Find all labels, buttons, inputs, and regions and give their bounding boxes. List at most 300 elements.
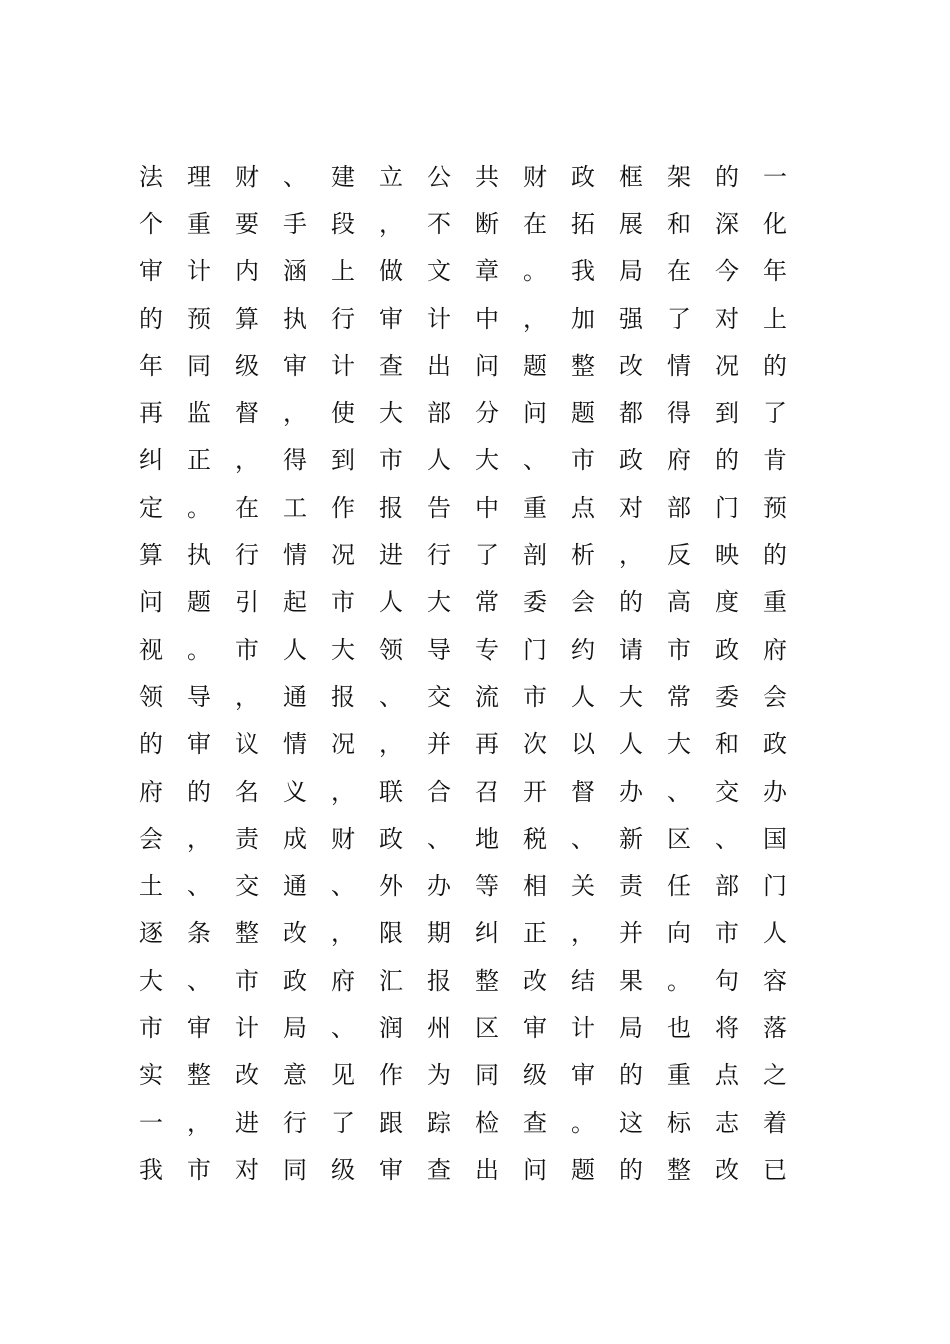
text-line: [127, 579, 799, 626]
text-char: 逐: [139, 919, 163, 948]
text-char: 的: [139, 730, 163, 759]
text-char: 条: [187, 919, 211, 948]
text-char: 办: [619, 777, 643, 806]
text-char: 新: [619, 824, 643, 853]
text-char: 行: [283, 1108, 307, 1137]
text-char: 我: [571, 257, 595, 286]
text-char: 志: [715, 1108, 739, 1137]
text-char: 人: [571, 682, 595, 711]
text-char: 问: [523, 1155, 547, 1184]
text-char: 算: [139, 541, 163, 570]
text-char: 了: [763, 399, 787, 428]
text-char: 人: [379, 588, 403, 617]
text-char: 了: [475, 541, 499, 570]
text-char: 领: [139, 682, 163, 711]
text-char: 督: [235, 399, 259, 428]
text-line: [127, 626, 799, 673]
text-char: 市: [379, 446, 403, 475]
text-char: 断: [475, 209, 499, 238]
text-char: 会: [763, 682, 787, 711]
text-char: 市: [667, 635, 691, 664]
text-char: 义: [283, 777, 307, 806]
text-char: 相: [523, 872, 547, 901]
text-char: 。: [667, 966, 691, 995]
text-char: 点: [715, 1061, 739, 1090]
text-char: 题: [571, 399, 595, 428]
text-char: 改: [619, 351, 643, 380]
text-line: [127, 862, 799, 909]
text-line: [127, 1146, 799, 1193]
text-char: 视: [139, 635, 163, 664]
text-char: 一: [763, 162, 787, 191]
text-char: 起: [283, 588, 307, 617]
text-char: 涵: [283, 257, 307, 286]
text-char: 见: [331, 1061, 355, 1090]
text-char: 会: [571, 588, 595, 617]
text-char: 了: [667, 304, 691, 333]
text-char: 市: [571, 446, 595, 475]
text-char: 、: [715, 824, 739, 853]
text-char: 的: [715, 446, 739, 475]
text-char: 人: [283, 635, 307, 664]
text-char: 向: [667, 919, 691, 948]
text-char: 成: [283, 824, 307, 853]
text-char: 深: [715, 209, 739, 238]
text-char: 门: [715, 493, 739, 522]
text-char: 同: [475, 1061, 499, 1090]
text-char: 做: [379, 257, 403, 286]
text-char: 办: [427, 872, 451, 901]
text-char: 映: [715, 541, 739, 570]
text-char: 化: [763, 209, 787, 238]
text-char: 议: [235, 730, 259, 759]
text-char: 办: [763, 777, 787, 806]
text-char: 名: [235, 777, 259, 806]
text-char: 执: [283, 304, 307, 333]
text-char: 、: [187, 966, 211, 995]
text-char: 到: [715, 399, 739, 428]
text-char: 整: [667, 1155, 691, 1184]
text-char: 公: [427, 162, 451, 191]
text-char: 问: [139, 588, 163, 617]
text-char: 、: [331, 1013, 355, 1042]
text-char: 况: [715, 351, 739, 380]
text-char: 人: [763, 919, 787, 948]
text-char: 不: [427, 209, 451, 238]
text-char: 一: [139, 1108, 163, 1137]
text-char: 度: [715, 588, 739, 617]
text-char: 专: [475, 635, 499, 664]
text-char: 容: [763, 966, 787, 995]
text-char: 审: [187, 1013, 211, 1042]
text-char: ，: [379, 209, 403, 238]
text-char: 市: [715, 919, 739, 948]
text-char: 点: [571, 493, 595, 522]
text-char: 常: [667, 682, 691, 711]
text-char: 府: [331, 966, 355, 995]
text-char: 手: [283, 209, 307, 238]
text-char: 审: [523, 1013, 547, 1042]
text-line: [127, 153, 799, 200]
text-char: 。: [187, 635, 211, 664]
text-char: 审: [571, 1061, 595, 1090]
text-char: 析: [571, 541, 595, 570]
text-char: 、: [523, 446, 547, 475]
text-char: 政: [715, 635, 739, 664]
text-char: 、: [427, 824, 451, 853]
text-char: 句: [715, 966, 739, 995]
text-char: 政: [571, 162, 595, 191]
text-char: 得: [283, 446, 307, 475]
text-char: 跟: [379, 1108, 403, 1137]
text-char: 年: [139, 351, 163, 380]
text-char: 期: [427, 919, 451, 948]
text-char: 报: [427, 966, 451, 995]
text-char: 计: [235, 1013, 259, 1042]
text-char: 约: [571, 635, 595, 664]
text-line: [127, 200, 799, 247]
text-char: 行: [427, 541, 451, 570]
text-char: 并: [427, 730, 451, 759]
text-char: 地: [475, 824, 499, 853]
text-char: 报: [379, 493, 403, 522]
text-char: 税: [523, 824, 547, 853]
text-char: 架: [667, 162, 691, 191]
text-char: 已: [763, 1155, 787, 1184]
text-char: 查: [523, 1108, 547, 1137]
text-line: [127, 1052, 799, 1099]
text-char: 分: [475, 399, 499, 428]
text-char: 内: [235, 257, 259, 286]
text-char: 政: [619, 446, 643, 475]
text-char: 理: [187, 162, 211, 191]
text-char: 改: [283, 919, 307, 948]
text-char: 着: [763, 1108, 787, 1137]
text-char: 审: [139, 257, 163, 286]
text-char: 行: [331, 304, 355, 333]
text-char: 润: [379, 1013, 403, 1042]
text-char: 标: [667, 1108, 691, 1137]
text-char: 预: [763, 493, 787, 522]
text-char: 上: [331, 257, 355, 286]
text-char: 区: [667, 824, 691, 853]
text-char: ，: [379, 730, 403, 759]
text-char: 州: [427, 1013, 451, 1042]
text-char: 的: [619, 1155, 643, 1184]
text-char: ，: [187, 1108, 211, 1137]
text-line: [127, 957, 799, 1004]
text-char: ，: [331, 919, 355, 948]
text-char: 大: [475, 446, 499, 475]
text-char: 计: [571, 1013, 595, 1042]
text-char: 反: [667, 541, 691, 570]
text-char: 局: [283, 1013, 307, 1042]
text-char: 政: [763, 730, 787, 759]
text-char: 章: [475, 257, 499, 286]
text-char: 上: [763, 304, 787, 333]
text-char: 计: [427, 304, 451, 333]
text-char: 报: [331, 682, 355, 711]
text-char: 局: [619, 1013, 643, 1042]
text-char: 重: [187, 209, 211, 238]
text-char: ，: [235, 682, 259, 711]
text-char: 了: [331, 1108, 355, 1137]
text-char: 展: [619, 209, 643, 238]
text-char: 加: [571, 304, 595, 333]
text-char: 汇: [379, 966, 403, 995]
text-line: [127, 721, 799, 768]
text-char: 踪: [427, 1108, 451, 1137]
text-char: 、: [187, 872, 211, 901]
text-char: 得: [667, 399, 691, 428]
text-char: 强: [619, 304, 643, 333]
text-char: 况: [331, 730, 355, 759]
text-char: 审: [283, 351, 307, 380]
text-char: 请: [619, 635, 643, 664]
text-char: 审: [379, 1155, 403, 1184]
text-char: 领: [379, 635, 403, 664]
text-char: 整: [475, 966, 499, 995]
text-char: 高: [667, 588, 691, 617]
text-char: 整: [235, 919, 259, 948]
text-char: 联: [379, 777, 403, 806]
text-char: 同: [283, 1155, 307, 1184]
text-char: 府: [139, 777, 163, 806]
text-char: ，: [523, 304, 547, 333]
text-char: 级: [331, 1155, 355, 1184]
text-char: 进: [379, 541, 403, 570]
text-char: 查: [427, 1155, 451, 1184]
text-char: 行: [235, 541, 259, 570]
text-char: 、: [667, 777, 691, 806]
text-char: 交: [235, 872, 259, 901]
text-char: 告: [427, 493, 451, 522]
text-line: [127, 815, 799, 862]
text-char: 的: [763, 541, 787, 570]
text-char: 在: [667, 257, 691, 286]
text-char: 结: [571, 966, 595, 995]
text-char: 作: [331, 493, 355, 522]
text-char: 、: [331, 872, 355, 901]
text-char: 在: [523, 209, 547, 238]
text-char: 的: [715, 162, 739, 191]
text-char: 个: [139, 209, 163, 238]
text-char: 实: [139, 1061, 163, 1090]
text-char: 况: [331, 541, 355, 570]
text-line: [127, 389, 799, 436]
text-char: 问: [475, 351, 499, 380]
text-char: 责: [235, 824, 259, 853]
text-char: 政: [379, 824, 403, 853]
text-char: 府: [763, 635, 787, 664]
text-char: 剖: [523, 541, 547, 570]
text-char: 委: [715, 682, 739, 711]
text-char: 门: [523, 635, 547, 664]
text-char: 召: [475, 777, 499, 806]
text-char: 部: [715, 872, 739, 901]
text-char: 预: [187, 304, 211, 333]
text-char: 纠: [139, 446, 163, 475]
text-char: 中: [475, 493, 499, 522]
text-char: 题: [523, 351, 547, 380]
text-char: 我: [139, 1155, 163, 1184]
text-char: 的: [763, 351, 787, 380]
text-char: 。: [523, 257, 547, 286]
text-line: [127, 768, 799, 815]
text-char: 都: [619, 399, 643, 428]
text-char: 并: [619, 919, 643, 948]
text-char: 、: [379, 682, 403, 711]
text-char: 进: [235, 1108, 259, 1137]
text-line: [127, 1099, 799, 1146]
text-char: 人: [427, 446, 451, 475]
text-char: 果: [619, 966, 643, 995]
text-char: 再: [139, 399, 163, 428]
text-char: 人: [619, 730, 643, 759]
text-char: 的: [619, 588, 643, 617]
text-char: 框: [619, 162, 643, 191]
text-char: 这: [619, 1108, 643, 1137]
text-char: ，: [619, 541, 643, 570]
text-char: 情: [667, 351, 691, 380]
text-char: 落: [763, 1013, 787, 1042]
text-char: 审: [187, 730, 211, 759]
text-char: 等: [475, 872, 499, 901]
text-char: 和: [715, 730, 739, 759]
text-char: 、: [283, 162, 307, 191]
text-char: 对: [715, 304, 739, 333]
text-char: 导: [187, 682, 211, 711]
text-char: 合: [427, 777, 451, 806]
text-char: 共: [475, 162, 499, 191]
text-char: ，: [331, 777, 355, 806]
text-char: 会: [139, 824, 163, 853]
text-char: 的: [187, 777, 211, 806]
text-char: 重: [523, 493, 547, 522]
text-char: 同: [187, 351, 211, 380]
text-char: 责: [619, 872, 643, 901]
text-char: 交: [715, 777, 739, 806]
text-char: 段: [331, 209, 355, 238]
body-text: [127, 153, 799, 1194]
text-char: 纠: [475, 919, 499, 948]
text-char: 监: [187, 399, 211, 428]
text-line: [127, 248, 799, 295]
text-char: 为: [427, 1061, 451, 1090]
text-char: 正: [523, 919, 547, 948]
text-line: [127, 342, 799, 389]
text-char: 大: [139, 966, 163, 995]
text-char: 财: [235, 162, 259, 191]
text-line: [127, 484, 799, 531]
text-char: 大: [379, 399, 403, 428]
text-char: 市: [235, 635, 259, 664]
text-char: ，: [187, 824, 211, 853]
text-char: 财: [331, 824, 355, 853]
text-char: 和: [667, 209, 691, 238]
text-char: 国: [763, 824, 787, 853]
text-char: 市: [331, 588, 355, 617]
text-char: 也: [667, 1013, 691, 1042]
text-char: 级: [523, 1061, 547, 1090]
text-char: 委: [523, 588, 547, 617]
text-char: 之: [763, 1061, 787, 1090]
text-char: 限: [379, 919, 403, 948]
text-char: 流: [475, 682, 499, 711]
text-char: 正: [187, 446, 211, 475]
text-char: 中: [475, 304, 499, 333]
text-char: 对: [235, 1155, 259, 1184]
text-char: 土: [139, 872, 163, 901]
text-char: 通: [283, 872, 307, 901]
text-char: 部: [427, 399, 451, 428]
text-char: 题: [571, 1155, 595, 1184]
text-char: 外: [379, 872, 403, 901]
text-char: 年: [763, 257, 787, 286]
text-char: 建: [331, 162, 355, 191]
text-line: [127, 910, 799, 957]
text-char: 区: [475, 1013, 499, 1042]
text-char: 对: [619, 493, 643, 522]
text-char: 引: [235, 588, 259, 617]
text-char: 问: [523, 399, 547, 428]
text-char: 的: [139, 304, 163, 333]
text-char: 关: [571, 872, 595, 901]
text-char: 重: [763, 588, 787, 617]
text-char: 市: [187, 1155, 211, 1184]
text-char: 在: [235, 493, 259, 522]
text-char: 工: [283, 493, 307, 522]
text-char: 市: [523, 682, 547, 711]
text-char: 大: [331, 635, 355, 664]
text-char: 次: [523, 730, 547, 759]
text-char: 整: [187, 1061, 211, 1090]
text-char: 大: [427, 588, 451, 617]
text-char: 。: [187, 493, 211, 522]
text-char: 执: [187, 541, 211, 570]
text-char: 整: [571, 351, 595, 380]
text-char: 情: [283, 541, 307, 570]
text-char: 再: [475, 730, 499, 759]
text-char: 审: [379, 304, 403, 333]
text-char: 大: [619, 682, 643, 711]
text-char: 查: [379, 351, 403, 380]
text-char: 市: [235, 966, 259, 995]
text-char: 题: [187, 588, 211, 617]
text-char: 局: [619, 257, 643, 286]
text-char: 市: [139, 1013, 163, 1042]
text-char: 出: [427, 351, 451, 380]
text-char: 使: [331, 399, 355, 428]
text-char: 改: [235, 1061, 259, 1090]
text-char: 情: [283, 730, 307, 759]
text-char: 以: [571, 730, 595, 759]
text-char: 府: [667, 446, 691, 475]
text-char: 意: [283, 1061, 307, 1090]
text-char: 政: [283, 966, 307, 995]
text-char: ，: [235, 446, 259, 475]
text-char: 门: [763, 872, 787, 901]
text-char: 、: [571, 824, 595, 853]
text-char: 作: [379, 1061, 403, 1090]
text-char: 的: [619, 1061, 643, 1090]
text-char: 出: [475, 1155, 499, 1184]
text-char: ，: [571, 919, 595, 948]
text-char: 常: [475, 588, 499, 617]
text-char: 通: [283, 682, 307, 711]
text-char: 将: [715, 1013, 739, 1042]
text-char: 开: [523, 777, 547, 806]
